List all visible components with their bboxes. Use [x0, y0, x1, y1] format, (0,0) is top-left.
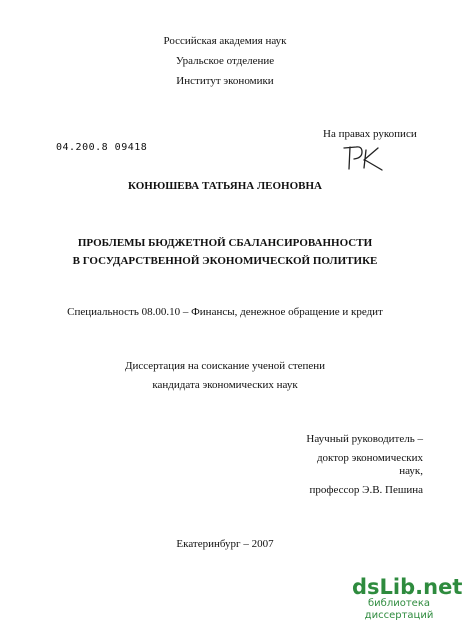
watermark-logo: dsLib.net: [352, 575, 462, 599]
signature-icon: [340, 142, 386, 172]
manuscript-rights-label: На правах рукописи: [323, 128, 417, 140]
watermark: [352, 575, 462, 622]
dissertation-title-line2: В ГОСУДАРСТВЕННОЙ ЭКОНОМИЧЕСКОЙ ПОЛИТИКЕ: [72, 255, 378, 267]
watermark-subtitle: библиотека диссертаций: [364, 598, 434, 621]
supervisor-role: Научный руководитель –: [306, 433, 423, 445]
supervisor-name: профессор Э.В. Пешина: [309, 484, 423, 496]
institute-name: Институт экономики: [176, 75, 274, 87]
degree-line2: кандидата экономических наук: [152, 379, 298, 391]
academy-name: Российская академия наук: [163, 35, 287, 47]
city-year: Екатеринбург – 2007: [176, 538, 274, 550]
degree-line1: Диссертация на соискание ученой степени: [124, 360, 326, 372]
author-name: КОНЮШЕВА ТАТЬЯНА ЛЕОНОВНА: [128, 180, 322, 192]
supervisor-degree: доктор экономических наук,: [316, 452, 423, 477]
library-stamp: 04.200.8 09418: [56, 142, 148, 153]
supervisor-block: [299, 433, 423, 497]
branch-name: Уральское отделение: [175, 55, 275, 67]
specialty: Специальность 08.00.10 – Финансы, денежное обращение и кредит: [67, 306, 383, 318]
dissertation-title-line1: ПРОБЛЕМЫ БЮДЖЕТНОЙ СБАЛАНСИРОВАННОСТИ: [77, 237, 373, 249]
